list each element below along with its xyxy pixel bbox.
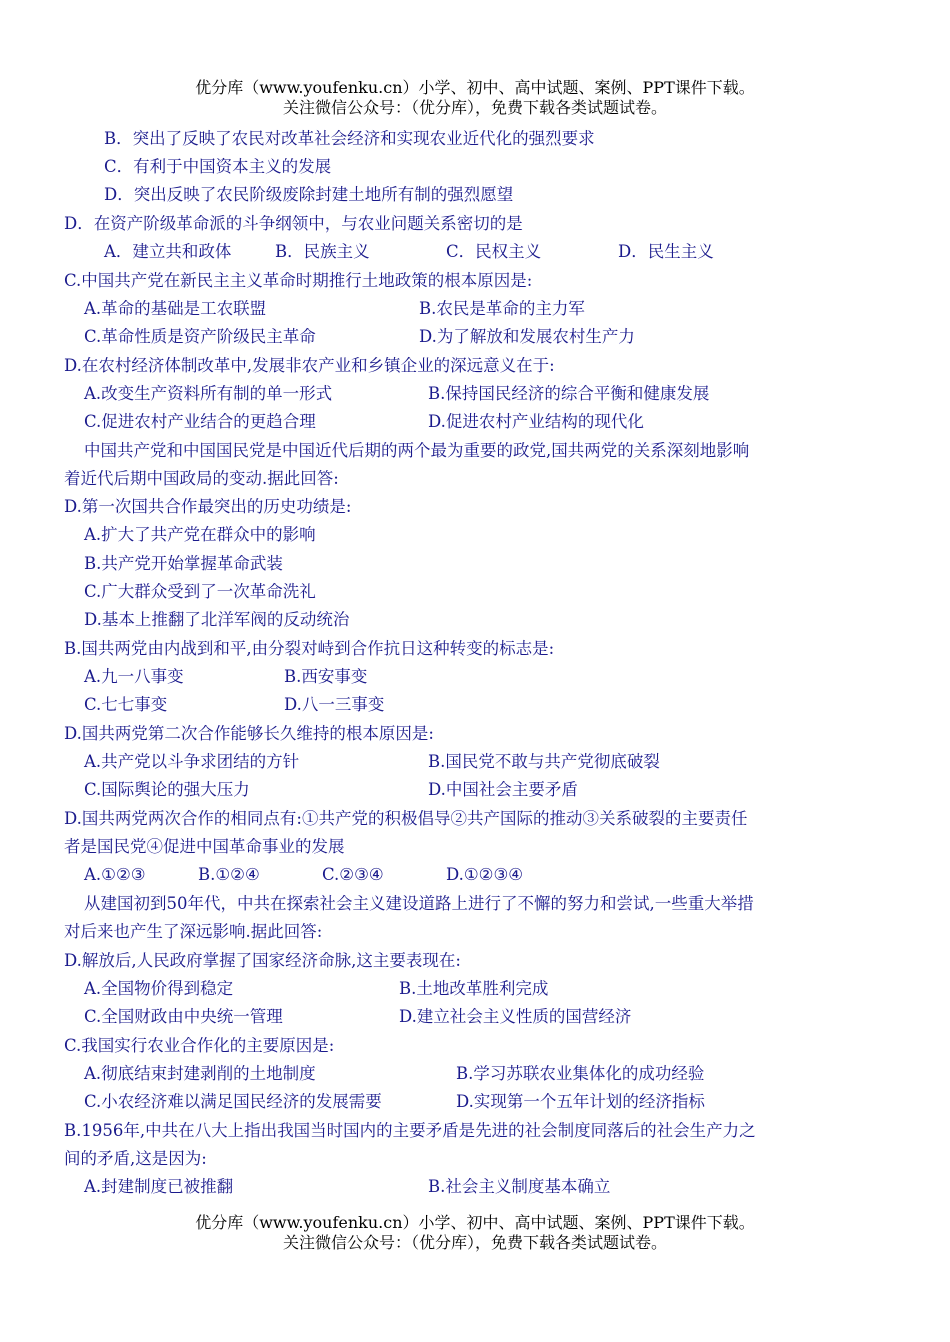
option-row <box>0 1091 950 1113</box>
footer-line-2: 关注微信公众号：（优分库），免费下载各类试题试卷。 <box>282 1233 667 1252</box>
option: C.革命性质是资产阶级民主革命 <box>84 327 316 346</box>
option-row <box>0 751 950 773</box>
option: C.②③④ <box>322 865 384 884</box>
question-line: D.第一次国共合作最突出的历史功绩是: <box>64 497 352 516</box>
option: B.学习苏联农业集体化的成功经验 <box>456 1064 705 1083</box>
footer-line-1: 优分库（www.youfenku.cn）小学、初中、高中试题、案例、PPT课件下载。 <box>195 1213 755 1232</box>
option: D.基本上推翻了北洋军阀的反动统治 <box>84 610 350 629</box>
option: D.实现第一个五年计划的经济指标 <box>456 1092 705 1111</box>
option-row <box>0 779 950 801</box>
option: A.改变生产资料所有制的单一形式 <box>84 384 333 403</box>
option-row <box>0 1006 950 1028</box>
option: C.小农经济难以满足国民经济的发展需要 <box>84 1092 382 1111</box>
option: B.农民是革命的主力军 <box>419 299 585 318</box>
question-line: D.国共两党第二次合作能够长久维持的根本原因是: <box>64 724 434 743</box>
option: A.革命的基础是工农联盟 <box>84 299 267 318</box>
option: A.扩大了共产党在群众中的影响 <box>84 525 316 544</box>
option: B.①②④ <box>198 865 260 884</box>
option: B.共产党开始掌握革命武装 <box>84 554 283 573</box>
option-row <box>0 326 950 348</box>
option: B.保持国民经济的综合平衡和健康发展 <box>428 384 710 403</box>
option-row <box>0 864 950 886</box>
option-row <box>0 411 950 433</box>
passage-line: 从建国初到50年代，中共在探索社会主义建设道路上进行了不懈的努力和尝试,一些重大举措 <box>84 894 754 913</box>
option: A．建立共和政体 <box>104 242 232 261</box>
passage-line: 着近代后期中国政局的变动.据此回答: <box>64 469 339 488</box>
option: B.土地改革胜利完成 <box>399 979 549 998</box>
text-line: D．突出反映了农民阶级废除封建土地所有制的强烈愿望 <box>104 185 514 204</box>
option: D.①②③④ <box>446 865 524 884</box>
option-row <box>0 298 950 320</box>
option: A.全国物价得到稳定 <box>84 979 234 998</box>
header-line-1: 优分库（www.youfenku.cn）小学、初中、高中试题、案例、PPT课件下载。 <box>195 78 755 97</box>
option-row <box>0 666 950 688</box>
option: D.为了解放和发展农村生产力 <box>419 327 635 346</box>
option: C．民权主义 <box>446 242 542 261</box>
question-line: D.在农村经济体制改革中,发展非农产业和乡镇企业的深远意义在于: <box>64 356 555 375</box>
option: B.社会主义制度基本确立 <box>428 1177 611 1196</box>
option-row <box>0 1063 950 1085</box>
option-row <box>0 1176 950 1198</box>
question-line: D.国共两党两次合作的相同点有:①共产党的积极倡导②共产国际的推动③关系破裂的主要责任 <box>64 809 748 828</box>
passage-line: 对后来也产生了深远影响.据此回答: <box>64 922 323 941</box>
option: D．民生主义 <box>618 242 714 261</box>
option: B.国民党不敢与共产党彻底破裂 <box>428 752 660 771</box>
option: B．民族主义 <box>275 242 370 261</box>
option-row <box>0 694 950 716</box>
question-line: 者是国民党④促进中国革命事业的发展 <box>64 837 345 856</box>
option: C.七七事变 <box>84 695 168 714</box>
option: D.八一三事变 <box>284 695 385 714</box>
question-line: C.中国共产党在新民主主义革命时期推行土地政策的根本原因是: <box>64 271 533 290</box>
option: A.封建制度已被推翻 <box>84 1177 234 1196</box>
option: A.①②③ <box>84 865 146 884</box>
option-row <box>0 241 950 263</box>
option-row <box>0 978 950 1000</box>
option: C.促进农村产业结合的更趋合理 <box>84 412 316 431</box>
option: C.全国财政由中央统一管理 <box>84 1007 283 1026</box>
text-line: B．突出了反映了农民对改革社会经济和实现农业近代化的强烈要求 <box>104 129 595 148</box>
question-line: B.国共两党由内战到和平,由分裂对峙到合作抗日这种转变的标志是: <box>64 639 555 658</box>
option: C.国际舆论的强大压力 <box>84 780 250 799</box>
option-row <box>0 383 950 405</box>
question-line: 间的矛盾,这是因为: <box>64 1149 207 1168</box>
text-line: C．有利于中国资本主义的发展 <box>104 157 332 176</box>
option: A.九一八事变 <box>84 667 184 686</box>
option: D.中国社会主要矛盾 <box>428 780 578 799</box>
option: C.广大群众受到了一次革命洗礼 <box>84 582 316 601</box>
question-line: D．在资产阶级革命派的斗争纲领中，与农业问题关系密切的是 <box>64 214 523 233</box>
option: A.彻底结束封建剥削的土地制度 <box>84 1064 316 1083</box>
question-line: B.1956年,中共在八大上指出我国当时国内的主要矛盾是先进的社会制度同落后的社会生产力之 <box>64 1121 756 1140</box>
question-line: C.我国实行农业合作化的主要原因是: <box>64 1036 335 1055</box>
passage-line: 中国共产党和中国国民党是中国近代后期的两个最为重要的政党,国共两党的关系深刻地影响 <box>84 441 750 460</box>
option: D.促进农村产业结构的现代化 <box>428 412 644 431</box>
option: D.建立社会主义性质的国营经济 <box>399 1007 632 1026</box>
header-line-2: 关注微信公众号：（优分库），免费下载各类试题试卷。 <box>282 98 667 117</box>
option: B.西安事变 <box>284 667 368 686</box>
option: A.共产党以斗争求团结的方针 <box>84 752 300 771</box>
question-line: D.解放后,人民政府掌握了国家经济命脉,这主要表现在: <box>64 951 461 970</box>
